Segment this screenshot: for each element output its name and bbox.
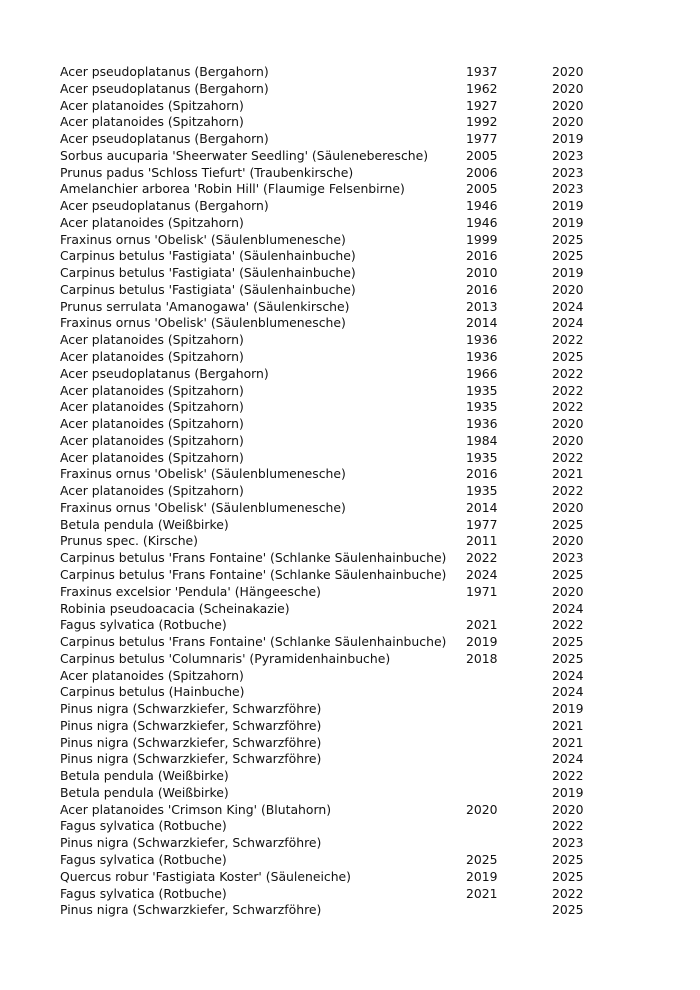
table-row	[60, 668, 590, 685]
species-cell: Acer platanoides (Spitzahorn)	[60, 349, 244, 365]
species-cell: Pinus nigra (Schwarzkiefer, Schwarzföhre)	[60, 751, 322, 767]
table-row	[60, 835, 590, 852]
recorded-year-cell: 2022	[552, 449, 584, 465]
table-row	[60, 366, 590, 383]
planted-year-cell: 2014	[466, 499, 498, 515]
species-cell: Prunus serrulata 'Amanogawa' (Säulenkirsche)	[60, 298, 350, 314]
recorded-year-cell: 2025	[552, 516, 584, 532]
recorded-year-cell: 2024	[552, 315, 584, 331]
table-row	[60, 584, 590, 601]
table-row	[60, 232, 590, 249]
recorded-year-cell: 2024	[552, 684, 584, 700]
table-row	[60, 248, 590, 265]
recorded-year-cell: 2025	[552, 248, 584, 264]
planted-year-cell: 2019	[466, 868, 498, 884]
table-row	[60, 869, 590, 886]
planted-year-cell: 1936	[466, 349, 498, 365]
table-row	[60, 299, 590, 316]
recorded-year-cell: 2020	[552, 97, 584, 113]
planted-year-cell: 1936	[466, 332, 498, 348]
recorded-year-cell: 2019	[552, 265, 584, 281]
table-row	[60, 181, 590, 198]
tree-table	[60, 64, 590, 919]
table-row	[60, 785, 590, 802]
species-cell: Amelanchier arborea 'Robin Hill' (Flaumige Felsenbirne)	[60, 181, 405, 197]
recorded-year-cell: 2021	[552, 717, 584, 733]
species-cell: Fagus sylvatica (Rotbuche)	[60, 617, 227, 633]
species-cell: Acer pseudoplatanus (Bergahorn)	[60, 80, 269, 96]
recorded-year-cell: 2021	[552, 466, 584, 482]
species-cell: Acer platanoides (Spitzahorn)	[60, 667, 244, 683]
species-cell: Acer platanoides (Spitzahorn)	[60, 432, 244, 448]
table-row	[60, 567, 590, 584]
recorded-year-cell: 2025	[552, 851, 584, 867]
species-cell: Acer platanoides (Spitzahorn)	[60, 97, 244, 113]
planted-year-cell: 2016	[466, 248, 498, 264]
table-row	[60, 902, 590, 919]
planted-year-cell: 2018	[466, 650, 498, 666]
planted-year-cell: 1935	[466, 483, 498, 499]
recorded-year-cell: 2024	[552, 667, 584, 683]
recorded-year-cell: 2025	[552, 231, 584, 247]
table-row	[60, 332, 590, 349]
table-row	[60, 466, 590, 483]
recorded-year-cell: 2020	[552, 533, 584, 549]
species-cell: Acer platanoides (Spitzahorn)	[60, 214, 244, 230]
table-row	[60, 802, 590, 819]
planted-year-cell: 2013	[466, 298, 498, 314]
planted-year-cell: 2022	[466, 550, 498, 566]
recorded-year-cell: 2022	[552, 885, 584, 901]
table-row	[60, 81, 590, 98]
planted-year-cell: 2021	[466, 885, 498, 901]
recorded-year-cell: 2020	[552, 114, 584, 130]
planted-year-cell: 1935	[466, 449, 498, 465]
species-cell: Pinus nigra (Schwarzkiefer, Schwarzföhre)	[60, 902, 322, 918]
species-cell: Acer platanoides (Spitzahorn)	[60, 382, 244, 398]
species-cell: Prunus padus 'Schloss Tiefurt' (Traubenkirsche)	[60, 164, 354, 180]
species-cell: Carpinus betulus 'Fastigiata' (Säulenhainbuche)	[60, 248, 356, 264]
species-cell: Acer platanoides (Spitzahorn)	[60, 399, 244, 415]
planted-year-cell: 1977	[466, 131, 498, 147]
table-row	[60, 768, 590, 785]
recorded-year-cell: 2020	[552, 80, 584, 96]
table-row	[60, 148, 590, 165]
planted-year-cell: 1946	[466, 198, 498, 214]
table-row	[60, 165, 590, 182]
planted-year-cell: 1935	[466, 382, 498, 398]
species-cell: Fraxinus ornus 'Obelisk' (Säulenblumenesche)	[60, 231, 346, 247]
species-cell: Carpinus betulus 'Fastigiata' (Säulenhainbuche)	[60, 265, 356, 281]
planted-year-cell: 2024	[466, 566, 498, 582]
recorded-year-cell: 2024	[552, 600, 584, 616]
recorded-year-cell: 2021	[552, 734, 584, 750]
species-cell: Acer platanoides 'Crimson King' (Blutahorn)	[60, 801, 332, 817]
recorded-year-cell: 2024	[552, 751, 584, 767]
recorded-year-cell: 2023	[552, 164, 584, 180]
table-row	[60, 601, 590, 618]
recorded-year-cell: 2019	[552, 214, 584, 230]
table-row	[60, 282, 590, 299]
table-row	[60, 215, 590, 232]
table-row	[60, 517, 590, 534]
species-cell: Carpinus betulus 'Frans Fontaine' (Schlanke Säulenhainbuche)	[60, 634, 447, 650]
table-row	[60, 64, 590, 81]
table-row	[60, 500, 590, 517]
species-cell: Carpinus betulus 'Frans Fontaine' (Schlanke Säulenhainbuche)	[60, 550, 447, 566]
recorded-year-cell: 2022	[552, 332, 584, 348]
species-cell: Fagus sylvatica (Rotbuche)	[60, 818, 227, 834]
species-cell: Acer platanoides (Spitzahorn)	[60, 416, 244, 432]
planted-year-cell: 1971	[466, 583, 498, 599]
recorded-year-cell: 2022	[552, 617, 584, 633]
species-cell: Betula pendula (Weißbirke)	[60, 516, 229, 532]
species-cell: Carpinus betulus 'Fastigiata' (Säulenhainbuche)	[60, 281, 356, 297]
species-cell: Acer pseudoplatanus (Bergahorn)	[60, 365, 269, 381]
species-cell: Acer platanoides (Spitzahorn)	[60, 114, 244, 130]
recorded-year-cell: 2020	[552, 281, 584, 297]
table-row	[60, 114, 590, 131]
planted-year-cell: 1984	[466, 432, 498, 448]
recorded-year-cell: 2025	[552, 566, 584, 582]
species-cell: Carpinus betulus 'Frans Fontaine' (Schlanke Säulenhainbuche)	[60, 566, 447, 582]
table-row	[60, 98, 590, 115]
species-cell: Acer pseudoplatanus (Bergahorn)	[60, 131, 269, 147]
planted-year-cell: 1937	[466, 64, 498, 79]
table-row	[60, 198, 590, 215]
table-row	[60, 550, 590, 567]
planted-year-cell: 2006	[466, 164, 498, 180]
species-cell: Acer pseudoplatanus (Bergahorn)	[60, 198, 269, 214]
recorded-year-cell: 2020	[552, 432, 584, 448]
species-cell: Quercus robur 'Fastigiata Koster' (Säuleneiche)	[60, 868, 352, 884]
species-cell: Betula pendula (Weißbirke)	[60, 768, 229, 784]
table-row	[60, 852, 590, 869]
recorded-year-cell: 2023	[552, 181, 584, 197]
table-row	[60, 886, 590, 903]
recorded-year-cell: 2023	[552, 550, 584, 566]
recorded-year-cell: 2019	[552, 784, 584, 800]
recorded-year-cell: 2025	[552, 868, 584, 884]
recorded-year-cell: 2020	[552, 499, 584, 515]
planted-year-cell: 2010	[466, 265, 498, 281]
table-row	[60, 450, 590, 467]
recorded-year-cell: 2019	[552, 701, 584, 717]
recorded-year-cell: 2025	[552, 650, 584, 666]
planted-year-cell: 2016	[466, 466, 498, 482]
species-cell: Fraxinus ornus 'Obelisk' (Säulenblumenesche)	[60, 466, 346, 482]
table-row	[60, 818, 590, 835]
recorded-year-cell: 2025	[552, 902, 584, 918]
table-row	[60, 315, 590, 332]
table-row	[60, 349, 590, 366]
table-row	[60, 533, 590, 550]
species-cell: Pinus nigra (Schwarzkiefer, Schwarzföhre)	[60, 835, 322, 851]
recorded-year-cell: 2025	[552, 634, 584, 650]
table-row	[60, 634, 590, 651]
recorded-year-cell: 2022	[552, 768, 584, 784]
planted-year-cell: 2005	[466, 181, 498, 197]
species-cell: Betula pendula (Weißbirke)	[60, 784, 229, 800]
species-cell: Prunus spec. (Kirsche)	[60, 533, 199, 549]
recorded-year-cell: 2022	[552, 365, 584, 381]
species-cell: Fagus sylvatica (Rotbuche)	[60, 885, 227, 901]
recorded-year-cell: 2019	[552, 198, 584, 214]
table-row	[60, 265, 590, 282]
planted-year-cell: 2019	[466, 634, 498, 650]
species-cell: Carpinus betulus 'Columnaris' (Pyramidenhainbuche)	[60, 650, 391, 666]
table-row	[60, 131, 590, 148]
recorded-year-cell: 2022	[552, 483, 584, 499]
species-cell: Robinia pseudoacacia (Scheinakazie)	[60, 600, 290, 616]
planted-year-cell: 2020	[466, 801, 498, 817]
species-cell: Pinus nigra (Schwarzkiefer, Schwarzföhre)	[60, 701, 322, 717]
planted-year-cell: 1999	[466, 231, 498, 247]
planted-year-cell: 2005	[466, 147, 498, 163]
table-row	[60, 416, 590, 433]
table-row	[60, 617, 590, 634]
table-row	[60, 701, 590, 718]
species-cell: Carpinus betulus (Hainbuche)	[60, 684, 245, 700]
planted-year-cell: 1992	[466, 114, 498, 130]
recorded-year-cell: 2025	[552, 349, 584, 365]
planted-year-cell: 1962	[466, 80, 498, 96]
table-row	[60, 718, 590, 735]
recorded-year-cell: 2020	[552, 583, 584, 599]
table-row	[60, 651, 590, 668]
planted-year-cell: 1936	[466, 416, 498, 432]
table-row	[60, 684, 590, 701]
planted-year-cell: 1966	[466, 365, 498, 381]
table-row	[60, 399, 590, 416]
table-row	[60, 751, 590, 768]
recorded-year-cell: 2022	[552, 382, 584, 398]
planted-year-cell: 1927	[466, 97, 498, 113]
recorded-year-cell: 2020	[552, 64, 584, 79]
species-cell: Fagus sylvatica (Rotbuche)	[60, 851, 227, 867]
planted-year-cell: 2021	[466, 617, 498, 633]
planted-year-cell: 2025	[466, 851, 498, 867]
species-cell: Acer platanoides (Spitzahorn)	[60, 332, 244, 348]
species-cell: Pinus nigra (Schwarzkiefer, Schwarzföhre)	[60, 717, 322, 733]
species-cell: Fraxinus ornus 'Obelisk' (Säulenblumenesche)	[60, 499, 346, 515]
species-cell: Fraxinus ornus 'Obelisk' (Säulenblumenesche)	[60, 315, 346, 331]
species-cell: Acer platanoides (Spitzahorn)	[60, 483, 244, 499]
planted-year-cell: 1977	[466, 516, 498, 532]
recorded-year-cell: 2023	[552, 147, 584, 163]
planted-year-cell: 2016	[466, 281, 498, 297]
species-cell: Pinus nigra (Schwarzkiefer, Schwarzföhre)	[60, 734, 322, 750]
species-cell: Acer platanoides (Spitzahorn)	[60, 449, 244, 465]
recorded-year-cell: 2022	[552, 399, 584, 415]
table-row	[60, 483, 590, 500]
planted-year-cell: 2014	[466, 315, 498, 331]
planted-year-cell: 2011	[466, 533, 498, 549]
recorded-year-cell: 2024	[552, 298, 584, 314]
planted-year-cell: 1946	[466, 214, 498, 230]
table-row	[60, 433, 590, 450]
species-cell: Acer pseudoplatanus (Bergahorn)	[60, 64, 269, 79]
recorded-year-cell: 2020	[552, 801, 584, 817]
table-row	[60, 735, 590, 752]
recorded-year-cell: 2023	[552, 835, 584, 851]
recorded-year-cell: 2019	[552, 131, 584, 147]
species-cell: Fraxinus excelsior 'Pendula' (Hängeesche)	[60, 583, 321, 599]
planted-year-cell: 1935	[466, 399, 498, 415]
recorded-year-cell: 2020	[552, 416, 584, 432]
table-row	[60, 383, 590, 400]
recorded-year-cell: 2022	[552, 818, 584, 834]
species-cell: Sorbus aucuparia 'Sheerwater Seedling' (Säuleneberesche)	[60, 147, 429, 163]
